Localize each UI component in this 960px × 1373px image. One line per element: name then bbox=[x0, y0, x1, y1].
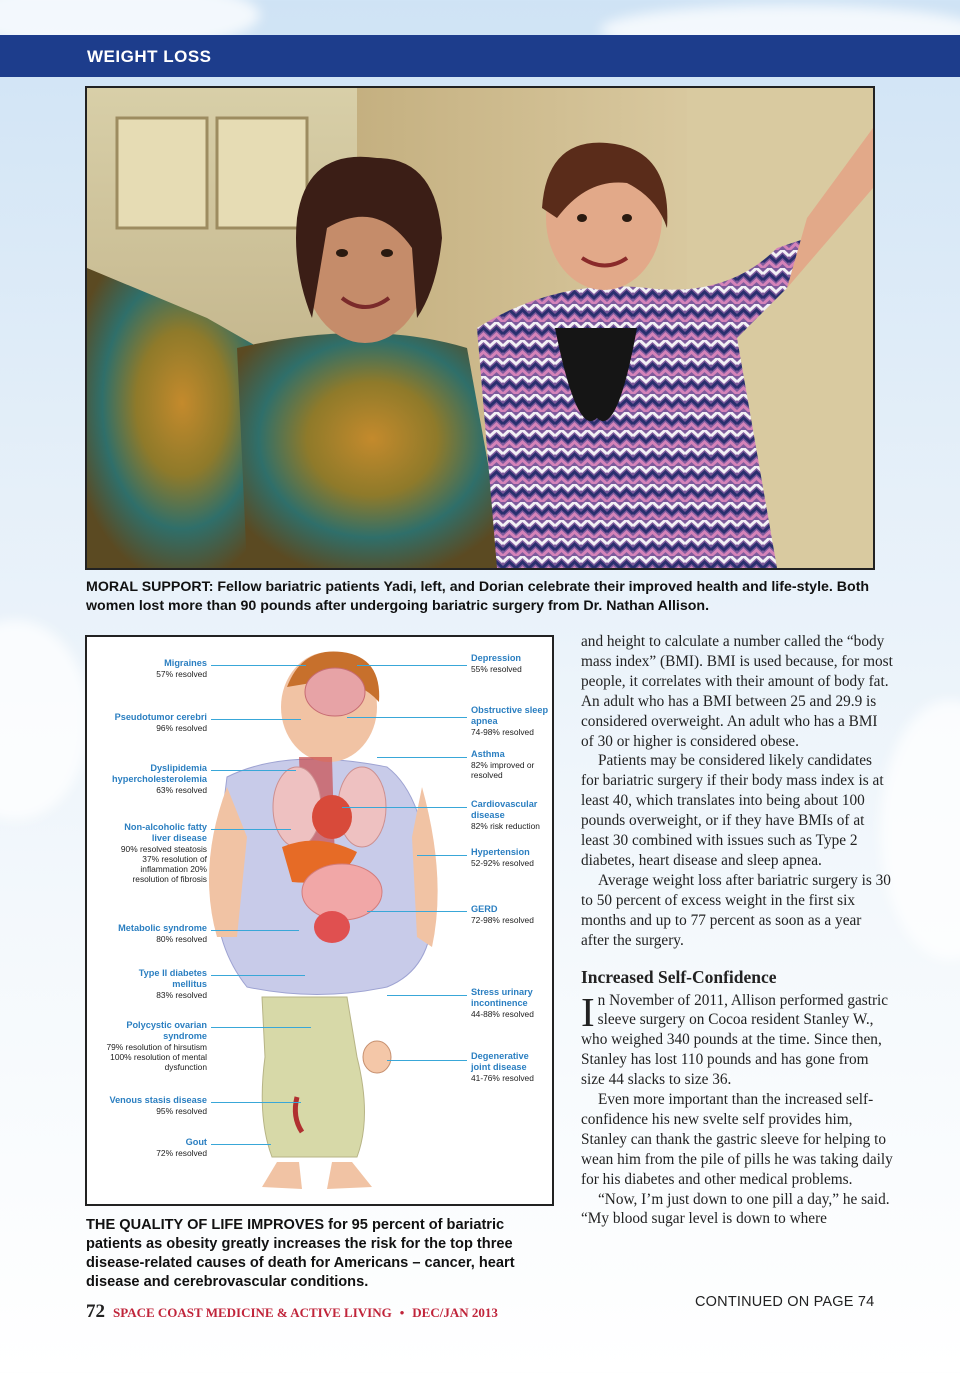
article-paragraph: Patients may be considered likely candidates for bariatric surgery if their body mass index is at least 40, which translates into being about 100 pounds overweight, or if they have BMIs of at least 30 combined with issues such as Type 2 diabetes, heart disease and sleep apnea. bbox=[581, 752, 884, 869]
condition-result: 52-92% resolved bbox=[471, 858, 534, 868]
condition-result: 55% resolved bbox=[471, 664, 522, 674]
condition-label bbox=[471, 987, 549, 1019]
condition-label bbox=[87, 1095, 207, 1116]
article-photo bbox=[85, 86, 875, 570]
condition-name: Venous stasis disease bbox=[109, 1095, 207, 1105]
condition-label bbox=[471, 705, 549, 737]
condition-name: Migraines bbox=[164, 658, 207, 668]
article-paragraph: “Now, I’m just down to one pill a day,” he said. “My blood sugar level is down to where bbox=[581, 1190, 890, 1228]
condition-result: 74-98% resolved bbox=[471, 727, 534, 737]
condition-name: Stress urinary incontinence bbox=[471, 987, 533, 1008]
article-paragraph: Even more important than the increased self-confidence his new svelte self provides him, Stanley can thank the gastric sleeve for helping to wean him from the pile of pills he was taking daily for his diabetes and other medical problems. bbox=[581, 1091, 893, 1188]
condition-name: Asthma bbox=[471, 749, 505, 759]
condition-label bbox=[107, 822, 207, 884]
condition-label bbox=[97, 712, 207, 733]
condition-result: 79% resolution of hirsutism 100% resolution of mental dysfunction bbox=[106, 1042, 207, 1072]
condition-result: 44-88% resolved bbox=[471, 1009, 534, 1019]
section-header: WEIGHT LOSS bbox=[0, 35, 960, 77]
condition-result: 96% resolved bbox=[156, 723, 207, 733]
condition-result: 72% resolved bbox=[156, 1148, 207, 1158]
condition-label bbox=[471, 749, 549, 780]
condition-result: 63% resolved bbox=[156, 785, 207, 795]
condition-name: Obstructive sleep apnea bbox=[471, 705, 549, 726]
condition-name: Type II diabetes mellitus bbox=[138, 968, 207, 989]
paragraph-text: n November of 2011, Allison performed gastric sleeve surgery on Cocoa resident Stanley W., who weighed 340 pounds at the time. Since then, Stanley has lost 110 pounds and has gone from size 44 slacks to size 36. bbox=[581, 991, 889, 1089]
condition-result: 82% risk reduction bbox=[471, 821, 540, 831]
condition-result: 95% resolved bbox=[156, 1106, 207, 1116]
condition-name: Metabolic syndrome bbox=[118, 923, 207, 933]
condition-label bbox=[87, 763, 207, 795]
condition-result: 80% resolved bbox=[156, 934, 207, 944]
condition-result: 90% resolved steatosis 37% resolution of inflammation 20% resolution of fibrosis bbox=[120, 844, 207, 884]
bariatric-benefits-infographic bbox=[85, 635, 554, 1206]
footer-separator: • bbox=[399, 1305, 405, 1320]
condition-label bbox=[471, 904, 549, 925]
condition-label bbox=[471, 653, 549, 674]
condition-label bbox=[471, 847, 549, 868]
article-paragraph: Average weight loss after bariatric surgery is 30 to 50 percent of excess weight in the first six months and up to 77 percent as soon as a year after the surgery. bbox=[581, 871, 891, 949]
article-paragraph: and height to calculate a number called the “body mass index” (BMI). BMI is used because, for most people, it correlates with their amount of body fat. An adult who has a BMI between 25 and 29.9 is considered overweight. An adult who has a BMI of 30 or higher is considered obese. bbox=[581, 633, 893, 750]
condition-name: Gout bbox=[185, 1137, 207, 1147]
condition-label bbox=[107, 923, 207, 944]
subheading: Increased Self-Confidence bbox=[581, 966, 777, 987]
condition-name: Hypertension bbox=[471, 847, 530, 857]
condition-label bbox=[87, 1020, 207, 1072]
drop-cap: I bbox=[581, 988, 595, 1035]
condition-label bbox=[471, 1051, 549, 1083]
condition-name: Cardiovascular disease bbox=[471, 799, 538, 820]
condition-name: GERD bbox=[471, 904, 498, 914]
condition-name: Degenerative joint disease bbox=[471, 1051, 529, 1072]
condition-name: Depression bbox=[471, 653, 522, 663]
magazine-name: SPACE COAST MEDICINE & ACTIVE LIVING bbox=[113, 1305, 392, 1320]
issue-date: DEC/JAN 2013 bbox=[412, 1305, 498, 1320]
condition-result: 72-98% resolved bbox=[471, 915, 534, 925]
condition-label bbox=[97, 658, 207, 679]
condition-result: 57% resolved bbox=[156, 669, 207, 679]
photo-caption: MORAL SUPPORT: Fellow bariatric patients Yadi, left, and Dorian celebrate their improved health and life-style. Both women lost more than 90 pounds after undergoing bariatric surgery from Dr. Nathan Allison. bbox=[86, 579, 870, 614]
condition-label bbox=[107, 968, 207, 1000]
article-column bbox=[581, 632, 893, 1229]
condition-result: 83% resolved bbox=[156, 990, 207, 1000]
continued-notice: CONTINUED ON PAGE 74 bbox=[695, 1294, 875, 1310]
condition-name: Dyslipidemia hypercholesterolemia bbox=[112, 763, 207, 784]
infographic-caption: THE QUALITY OF LIFE IMPROVES for 95 percent of bariatric patients as obesity greatly increases the risk for the top three disease-related causes of death for Americans – cancer, heart disease and cerebrovascular conditions. bbox=[86, 1217, 515, 1290]
page-number: 72 bbox=[86, 1301, 105, 1322]
condition-label bbox=[107, 1137, 207, 1158]
condition-name: Polycystic ovarian syndrome bbox=[126, 1020, 207, 1041]
page-footer bbox=[86, 1301, 566, 1323]
condition-result: 82% improved or resolved bbox=[471, 760, 535, 780]
condition-result: 41-76% resolved bbox=[471, 1073, 534, 1083]
cloud-decoration bbox=[0, 620, 90, 820]
condition-name: Non-alcoholic fatty liver disease bbox=[124, 822, 207, 843]
condition-name: Pseudotumor cerebri bbox=[114, 712, 207, 722]
article-paragraph bbox=[581, 988, 893, 1091]
condition-label bbox=[471, 799, 551, 831]
